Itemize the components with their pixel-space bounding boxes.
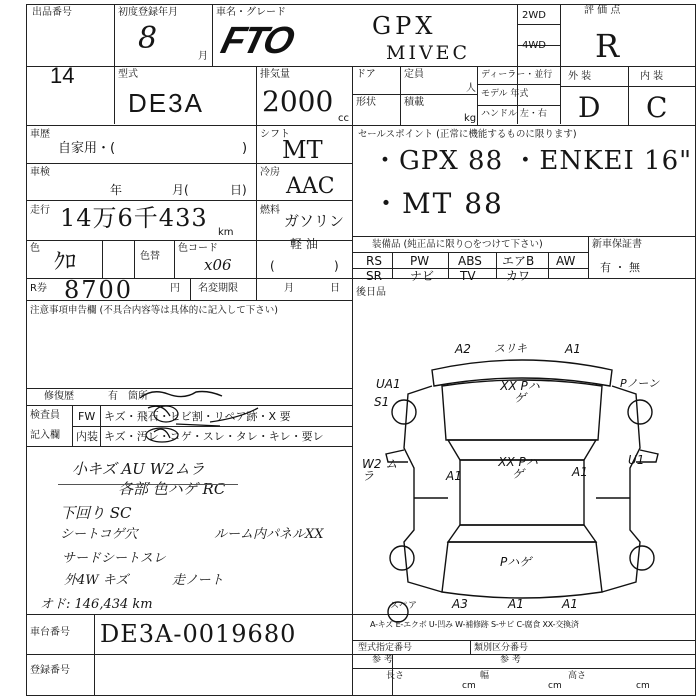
grid-line (94, 614, 95, 696)
fuel-paren-open: ( (270, 259, 275, 273)
length-label: 長さ (386, 671, 405, 681)
grid-line (352, 236, 696, 237)
grid-line (477, 66, 478, 125)
fw-label: FW (78, 410, 96, 423)
equip-abs: ABS (458, 254, 482, 268)
grid-line (352, 66, 353, 125)
color-label: 色 (30, 243, 40, 254)
grid-line (628, 66, 629, 125)
grid-line (352, 252, 588, 253)
mileage-value: 14万6千433 (60, 204, 208, 232)
grid-line (392, 252, 393, 278)
inspector-label-2: 記入欄 (30, 430, 60, 441)
remark-line: シートコゲ穴 (60, 527, 138, 542)
grid-line (114, 4, 115, 124)
remark-line: 各部 色ハゲ RC (118, 480, 226, 498)
displacement-unit: cc (338, 113, 349, 124)
grid-line (256, 125, 257, 300)
score-value: R (595, 27, 620, 65)
name-change-month: 月 (284, 283, 294, 294)
posterior-label: 後日品 (356, 287, 386, 298)
inspection-year: 年 (110, 183, 123, 197)
diag-trunk: Pハゲ (500, 555, 532, 569)
inspection-month: 月( (172, 183, 189, 197)
equip-leather: カワ (506, 269, 531, 283)
interior-insp-items: キズ・汚レ・コゲ・スレ・タレ・キレ・要レ (104, 430, 324, 443)
diag-hood: XX Pハゲ (500, 379, 540, 405)
grid-line (256, 66, 257, 125)
shift-value: MT (282, 136, 323, 164)
diag-rear-right: A1 (562, 597, 578, 611)
diag-legend: A-キズ E-エクボ U-凹み W-補修跡 S-サビ C-腐食 XX-交換済 (370, 620, 579, 629)
equip-sr: SR (366, 269, 382, 283)
fuel-option: 軽 油 (290, 237, 318, 251)
lot-label: 出品番号 (32, 7, 72, 18)
remark-line: ルーム内パネルXX (214, 527, 324, 542)
grade-line-2: MIVEC (386, 42, 471, 64)
load-unit: kg (464, 113, 477, 124)
use-close: ) (242, 141, 248, 156)
drive-4wd: 4WD (522, 40, 546, 51)
declaration-label: 注意事項申告欄 (不具合内容等は具体的に記入して下さい) (30, 305, 278, 316)
equip-navi: ナビ (410, 269, 435, 283)
grade-line-1: GPX (372, 12, 437, 40)
capacity-label: 定員 (404, 69, 424, 80)
diag-front-top-mid: スリキ (494, 342, 527, 355)
grid-line (352, 668, 696, 669)
grid-line (448, 252, 449, 278)
equip-tv: TV (460, 269, 476, 283)
grid-line (548, 252, 549, 278)
diag-front-top-right: A1 (565, 342, 581, 356)
grid-line (560, 4, 561, 124)
grid-line (477, 105, 560, 106)
displacement-label: 排気量 (260, 69, 290, 80)
remark-underline (58, 484, 238, 485)
equip-pw: PW (410, 254, 430, 268)
equip-aw: AW (556, 254, 576, 268)
type-spec-reference: 参 考 (372, 655, 393, 665)
remark-line: オド: 146,434 km (40, 597, 153, 612)
r-ticket-label: R券 (30, 283, 47, 294)
color-code-value: x06 (204, 256, 232, 274)
grid-line (477, 84, 560, 85)
grid-line (212, 4, 213, 66)
exterior-label: 外 装 (568, 71, 592, 82)
model-label: 型式 (118, 69, 138, 80)
inspector-scribble (100, 398, 270, 448)
warranty-label: 新車保証書 (592, 239, 642, 250)
remark-line: 下回り SC (60, 504, 132, 522)
drive-2wd: 2WD (522, 10, 546, 21)
shape-label: 形状 (356, 97, 376, 108)
grid-line (72, 405, 73, 446)
displacement-value: 2000 (262, 85, 334, 118)
class-label: 類別区分番号 (474, 643, 529, 653)
height-label: 高さ (568, 671, 587, 681)
exterior-value: D (578, 91, 601, 124)
color-code-label: 色コード (178, 243, 218, 254)
diag-left-panel: A1 (446, 469, 462, 483)
fuel-paren-close: ) (334, 259, 339, 273)
ac-value: AAC (286, 174, 335, 199)
selling-label: セールスポイント (正常に機能するものに限ります) (358, 129, 577, 140)
diag-left-door: W2 ムラ (362, 457, 398, 483)
equipment-label: 装備品 (純正品に限り○をつけて下さい) (372, 239, 543, 250)
grid-line (517, 4, 518, 66)
name-change-day: 日 (330, 283, 340, 294)
model-year-label: モデル 年式 (481, 89, 529, 99)
grid-line (470, 640, 471, 654)
selling-line-2: ・MT 88 (372, 187, 504, 220)
grid-line (496, 252, 497, 278)
length-unit: cm (462, 681, 476, 691)
remark-line: 走ノート (172, 573, 224, 588)
grid-line (400, 66, 401, 125)
grid-line (134, 240, 135, 278)
car-name: FTO (216, 20, 297, 62)
diag-right-rear: U1 (628, 453, 645, 467)
interior-insp-label: 内装 (76, 430, 98, 443)
height-unit: cm (636, 681, 650, 691)
lot-number: 14 (50, 63, 75, 88)
selling-line-1: ・GPX 88 ・ENKEI 16" (372, 146, 693, 176)
score-label: 評 価 点 (584, 5, 621, 16)
r-ticket-value: 8700 (64, 276, 134, 304)
grid-line (517, 24, 560, 25)
grid-line (352, 614, 353, 696)
diag-front-top: A2 (455, 342, 471, 356)
inspection-label: 車検 (30, 167, 50, 178)
diag-rear-left: A3 (452, 597, 468, 611)
handle-label: ハンドル 左・右 (481, 109, 547, 119)
inspection-day: 日) (230, 183, 247, 197)
inspector-label-1: 検査員 (30, 410, 60, 421)
remark-line: 外4W キズ (64, 573, 129, 588)
diag-roof: XX Pハゲ (498, 455, 538, 481)
grid-line (190, 278, 191, 300)
type-spec-label: 型式指定番号 (358, 643, 413, 653)
width-unit: cm (548, 681, 562, 691)
chassis-label: 車台番号 (30, 627, 70, 638)
grid-line (588, 236, 589, 278)
dealer-label: ディーラー・並行 (481, 70, 553, 80)
fuel-value: ガソリン (284, 212, 345, 230)
grid-line (174, 240, 175, 278)
load-label: 積載 (404, 97, 424, 108)
width-label: 幅 (480, 671, 490, 681)
ac-label: 冷房 (260, 167, 280, 178)
capacity-unit: 人 (466, 83, 476, 94)
use-value: 自家用・( (58, 141, 116, 156)
repair-label: 修復歴 (44, 391, 74, 402)
name-grade-label: 車名・グレード (216, 7, 286, 18)
grid-line (352, 94, 477, 95)
grid-line (26, 125, 696, 126)
color-change-label: 色替 (140, 251, 160, 262)
mileage-unit: km (218, 227, 234, 238)
mileage-label: 走行 (30, 205, 50, 216)
diag-spare: スペア (390, 601, 418, 611)
grid-line (352, 640, 696, 641)
diag-left-front: UA1 (376, 377, 401, 391)
interior-value: C (646, 91, 668, 124)
chassis-value: DE3A-0019680 (100, 620, 297, 648)
first-reg-unit: 月 (198, 51, 208, 62)
registration-label: 登録番号 (30, 665, 70, 676)
r-ticket-unit: 円 (170, 283, 180, 294)
grid-line (256, 200, 352, 201)
use-label: 車歴 (30, 129, 50, 140)
diag-right-panel: A1 (572, 465, 588, 479)
name-change-label: 名変期限 (198, 283, 238, 294)
diag-rear-mid: A1 (508, 597, 524, 611)
equip-airbag: エアB (502, 254, 535, 268)
remark-line: 小キズ AU W2ムラ (72, 460, 205, 478)
shift-label: シフト (260, 129, 290, 140)
model-value: DE3A (128, 88, 204, 118)
grid-line (26, 654, 696, 655)
door-label: ドア (356, 69, 376, 80)
repair-has: 有 (108, 391, 118, 402)
class-reference: 参 考 (500, 655, 521, 665)
first-reg-label: 初度登録年月 (118, 7, 178, 18)
grid-line (102, 240, 103, 278)
grid-line (26, 200, 256, 201)
equip-rs: RS (366, 254, 382, 268)
warranty-options: 有 ・ 無 (600, 261, 640, 274)
color-value: ｸﾛ (54, 250, 77, 275)
grid-line (26, 163, 256, 164)
grid-line (26, 66, 696, 67)
remark-line: サードシートスレ (62, 551, 166, 566)
first-reg-value: 8 (138, 21, 158, 56)
interior-label: 内 装 (640, 71, 664, 82)
repair-where: 箇所 (128, 391, 148, 402)
fw-items: キズ・飛石・ヒビ割・リペア跡・X 要 (104, 410, 291, 423)
diag-front-right: Pノーン (620, 377, 660, 390)
fuel-label: 燃料 (260, 205, 280, 216)
diag-left-front-2: S1 (374, 395, 390, 409)
